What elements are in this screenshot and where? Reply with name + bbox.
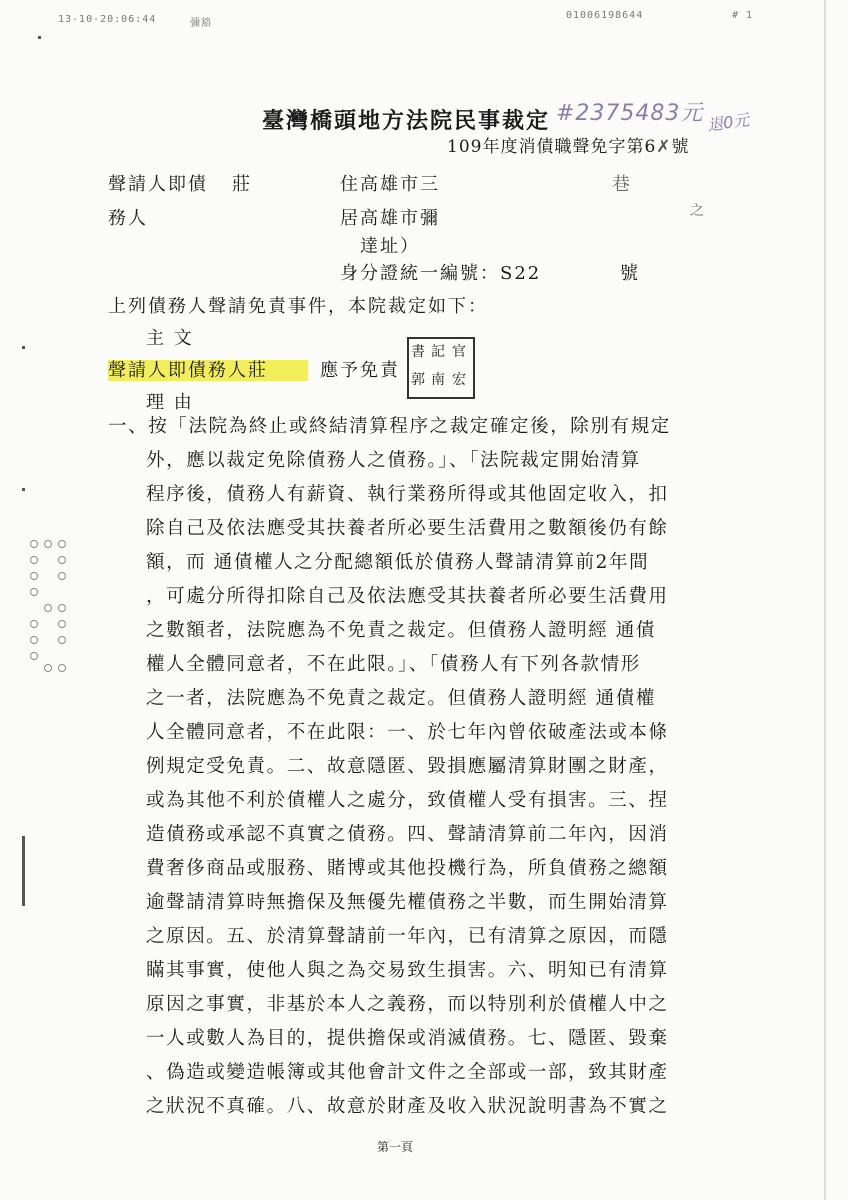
party-role-line1: 聲請人即債 [108, 174, 208, 195]
section-reason-heading: 理 由 [146, 392, 194, 413]
address-note: 達址） [360, 236, 420, 257]
party-name: 莊 [232, 174, 252, 195]
binding-hole [58, 620, 66, 628]
binding-hole [44, 664, 52, 672]
reason-line: 原因之事實，非基於本人之義務，而以特別利於債權人中之 [146, 994, 669, 1015]
case-number-suffix: 號 [671, 137, 690, 157]
fax-page-mark: # 1 [732, 10, 754, 21]
residence-address: 住高雄市三 [340, 174, 440, 195]
stamp-char: 南 [431, 372, 445, 388]
reason-line: 除自己及依法應受其扶養者所必要生活費用之數額後仍有餘 [146, 518, 669, 539]
reason-line: 瞞其事實，使他人與之為交易致生損害。六、明知已有清算 [146, 960, 669, 981]
case-number [447, 132, 690, 157]
section-main-heading: 主 文 [146, 328, 194, 349]
fax-timestamp: 13-10-20:06:44 [58, 14, 157, 25]
reason-line: 額，而 通債權人之分配總額低於債務人聲請清算前2年間 [146, 552, 650, 573]
binding-hole [30, 652, 38, 660]
document-title: 臺灣橋頭地方法院民事裁定 [262, 108, 551, 134]
stamp-char: 書 [411, 344, 425, 360]
binding-hole [58, 636, 66, 644]
ruling-text: 應予免責 [320, 360, 400, 381]
dwelling-address: 居高雄市彌 [340, 208, 440, 229]
page-edge-shadow [824, 0, 826, 1200]
reason-line: 之一者，法院應為不免責之裁定。但債務人證明經 通債權 [146, 688, 656, 709]
fax-sender: 彌豁 [190, 18, 212, 29]
binding-hole [58, 572, 66, 580]
reason-line: 逾聲請清算時無擔保及無優先權債務之半數，而生開始清算 [146, 892, 669, 913]
reason-line: 之狀況不真確。八、故意於財產及收入狀況說明書為不實之 [146, 1096, 669, 1117]
reason-line: 或為其他不利於債權人之處分，致債權人受有損害。三、捏 [146, 790, 669, 811]
reason-line: 之原因。五、於清算聲請前一年內，已有清算之原因，而隱 [146, 926, 669, 947]
case-number-text: 109年度消債職聲免字第6 [447, 137, 657, 157]
binding-hole [30, 620, 38, 628]
page-footer: 第一頁 [377, 1140, 414, 1154]
binding-hole [30, 556, 38, 564]
reason-line: 權人全體同意者，不在此限。」、「債務人有下列各款情形 [146, 654, 641, 675]
binding-hole [58, 540, 66, 548]
binding-hole [30, 636, 38, 644]
reason-line: ，可處分所得扣除自己及依法應受其扶養者所必要生活費用 [146, 586, 669, 607]
scan-dot [22, 488, 25, 491]
clerk-seal-stamp [407, 337, 475, 399]
stamp-char: 郭 [411, 372, 425, 388]
binding-hole [58, 664, 66, 672]
case-number-strike: ✗ [656, 137, 672, 157]
reason-line: 人全體同意者，不在此限：一、於七年內曾依破產法或本條 [146, 722, 669, 743]
stamp-char: 官 [452, 344, 466, 360]
binding-hole [44, 540, 52, 548]
binding-hole [58, 604, 66, 612]
stamp-char: 記 [431, 344, 445, 360]
handwritten-amount: #2375483元 [556, 101, 704, 126]
dwelling-tail: 之 [690, 203, 706, 219]
fax-code: 01006198644 [566, 10, 644, 21]
ruling-highlight: 聲請人即債務人莊 [108, 360, 308, 381]
reason-line: 造債務或承認不真實之債務。四、聲請清算前二年內，因消 [146, 824, 669, 845]
residence-tail: 巷 [612, 174, 632, 195]
binding-hole [30, 540, 38, 548]
stamp-char: 宏 [452, 372, 466, 388]
binding-hole [44, 604, 52, 612]
reason-line: 一人或數人為目的，提供擔保或消滅債務。七、隱匿、毀棄 [146, 1028, 669, 1049]
binding-hole [30, 572, 38, 580]
intro-line: 上列債務人聲請免責事件，本院裁定如下： [108, 296, 488, 317]
reason-line: 外，應以裁定免除債務人之債務。」、「法院裁定開始清算 [146, 450, 641, 471]
reason-line: 例規定受免責。二、故意隱匿、毀損應屬清算財團之財產， [146, 756, 669, 777]
reason-line: 程序後，債務人有薪資、執行業務所得或其他固定收入，扣 [146, 484, 669, 505]
id-suffix: 號 [620, 263, 640, 284]
reason-line: 一、按「法院為終止或終結清算程序之裁定確定後，除別有規定 [108, 416, 671, 437]
reason-line: 、偽造或變造帳簿或其他會計文件之全部或一部，致其財產 [146, 1062, 669, 1083]
handwritten-refund: 退0元 [706, 110, 751, 135]
scan-dot [22, 346, 25, 349]
reason-line: 之數額者，法院應為不免責之裁定。但債務人證明經 通債 [146, 620, 656, 641]
party-role-line2: 務人 [108, 208, 148, 229]
id-number: 身分證統一編號：S22 [340, 263, 542, 284]
binding-hole [58, 556, 66, 564]
binding-hole [30, 588, 38, 596]
reason-line: 費奢侈商品或服務、賭博或其他投機行為，所負債務之總額 [146, 858, 669, 879]
ruling-line [108, 356, 400, 382]
scan-mark [22, 836, 25, 906]
scan-dot [38, 36, 41, 39]
